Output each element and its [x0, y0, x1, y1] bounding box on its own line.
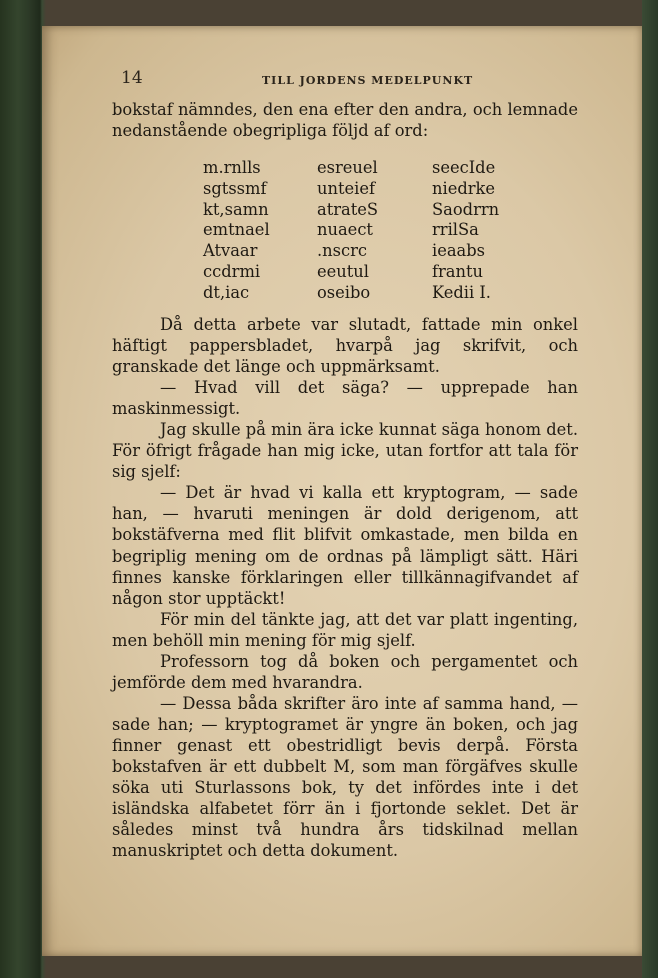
paragraph: — Dessa båda skrifter äro inte af samma hand, — sade han; — kryptogramet är yngre än boken, och jag finner genast ett obestridligt bevis derpå. Första bokstafven är ett dubbelt M, som man förgäfves skulle söka uti Sturlassons bok, ty det infördes inte i det isländska alfabetet förr än i fjortonde seklet. Det är således minst två hundra års tidskilnad mellan manuskriptet och detta dokument.	[112, 693, 578, 861]
cipher-cell: esreuel	[317, 158, 378, 177]
cipher-cell: unteief	[317, 178, 376, 198]
cipher-cell: atrateS	[317, 199, 379, 219]
cipher-cell: Kedii I.	[432, 282, 491, 302]
running-title: TILL JORDENS MEDELPUNKT	[262, 74, 474, 87]
body-text	[112, 314, 578, 861]
cipher-cell: ieaabs	[432, 241, 486, 261]
paragraph: — Hvad vill det säga? — upprepade han maskinmessigt.	[112, 378, 578, 419]
cipher-cell: Saodrrn	[432, 199, 500, 219]
paragraph: Professorn tog då boken och pergamentet och jemförde dem med hvarandra.	[112, 651, 578, 692]
cipher-cell: kt,samn	[203, 199, 269, 219]
intro-text	[112, 100, 578, 142]
cipher-table	[203, 158, 546, 304]
paragraph: Jag skulle på min ära icke kunnat säga honom det. För öfrigt frågade han mig icke, utan fortfor att tala för sig sjelf:	[112, 420, 578, 482]
cipher-cell: niedrke	[432, 178, 496, 198]
paragraph: — Det är hvad vi kalla ett kryptogram, — sade han, — hvaruti meningen är dold derigenom, att bokstäfverna med flit blifvit omkastade, men bilda en begriplig mening om de ordnas på lämpligt sätt. Häri finnes kanske förklaringen eller tillkännagifvandet af någon stor upptäckt!	[112, 483, 578, 608]
cipher-cell: frantu	[432, 261, 484, 281]
cipher-cell: Atvaar	[203, 241, 258, 261]
cipher-cell: rrilSa	[432, 220, 479, 240]
cipher-cell: ccdrmi	[203, 261, 261, 281]
cipher-cell: sgtssmf	[203, 178, 267, 198]
cipher-column-3	[432, 158, 546, 304]
cipher-column-1	[203, 158, 317, 304]
intro-paragraph: bokstaf nämndes, den ena efter den andra, och lemnade nedanstående obegripliga följd af ord:	[112, 100, 578, 140]
cipher-cell: emtnael	[203, 220, 270, 240]
book-edge	[642, 0, 658, 978]
cipher-cell: dt,iac	[203, 282, 250, 302]
cipher-cell: .nscrc	[317, 241, 368, 261]
paragraph: För min del tänkte jag, att det var platt ingenting, men behöll min mening för mig sjelf.	[112, 609, 578, 650]
cipher-cell: oseibo	[317, 282, 371, 302]
page-number: 14	[121, 68, 143, 88]
cipher-column-2	[317, 158, 432, 304]
cipher-cell: eeutul	[317, 261, 369, 281]
cipher-cell: seecIde	[432, 158, 496, 177]
paragraph: Då detta arbete var slutadt, fattade min onkel häftigt pappersbladet, hvarpå jag skrifvit, och granskade det länge och uppmärksamt.	[112, 315, 578, 377]
cipher-cell: m.rnlls	[203, 158, 261, 177]
cipher-cell: nuaect	[317, 220, 373, 240]
